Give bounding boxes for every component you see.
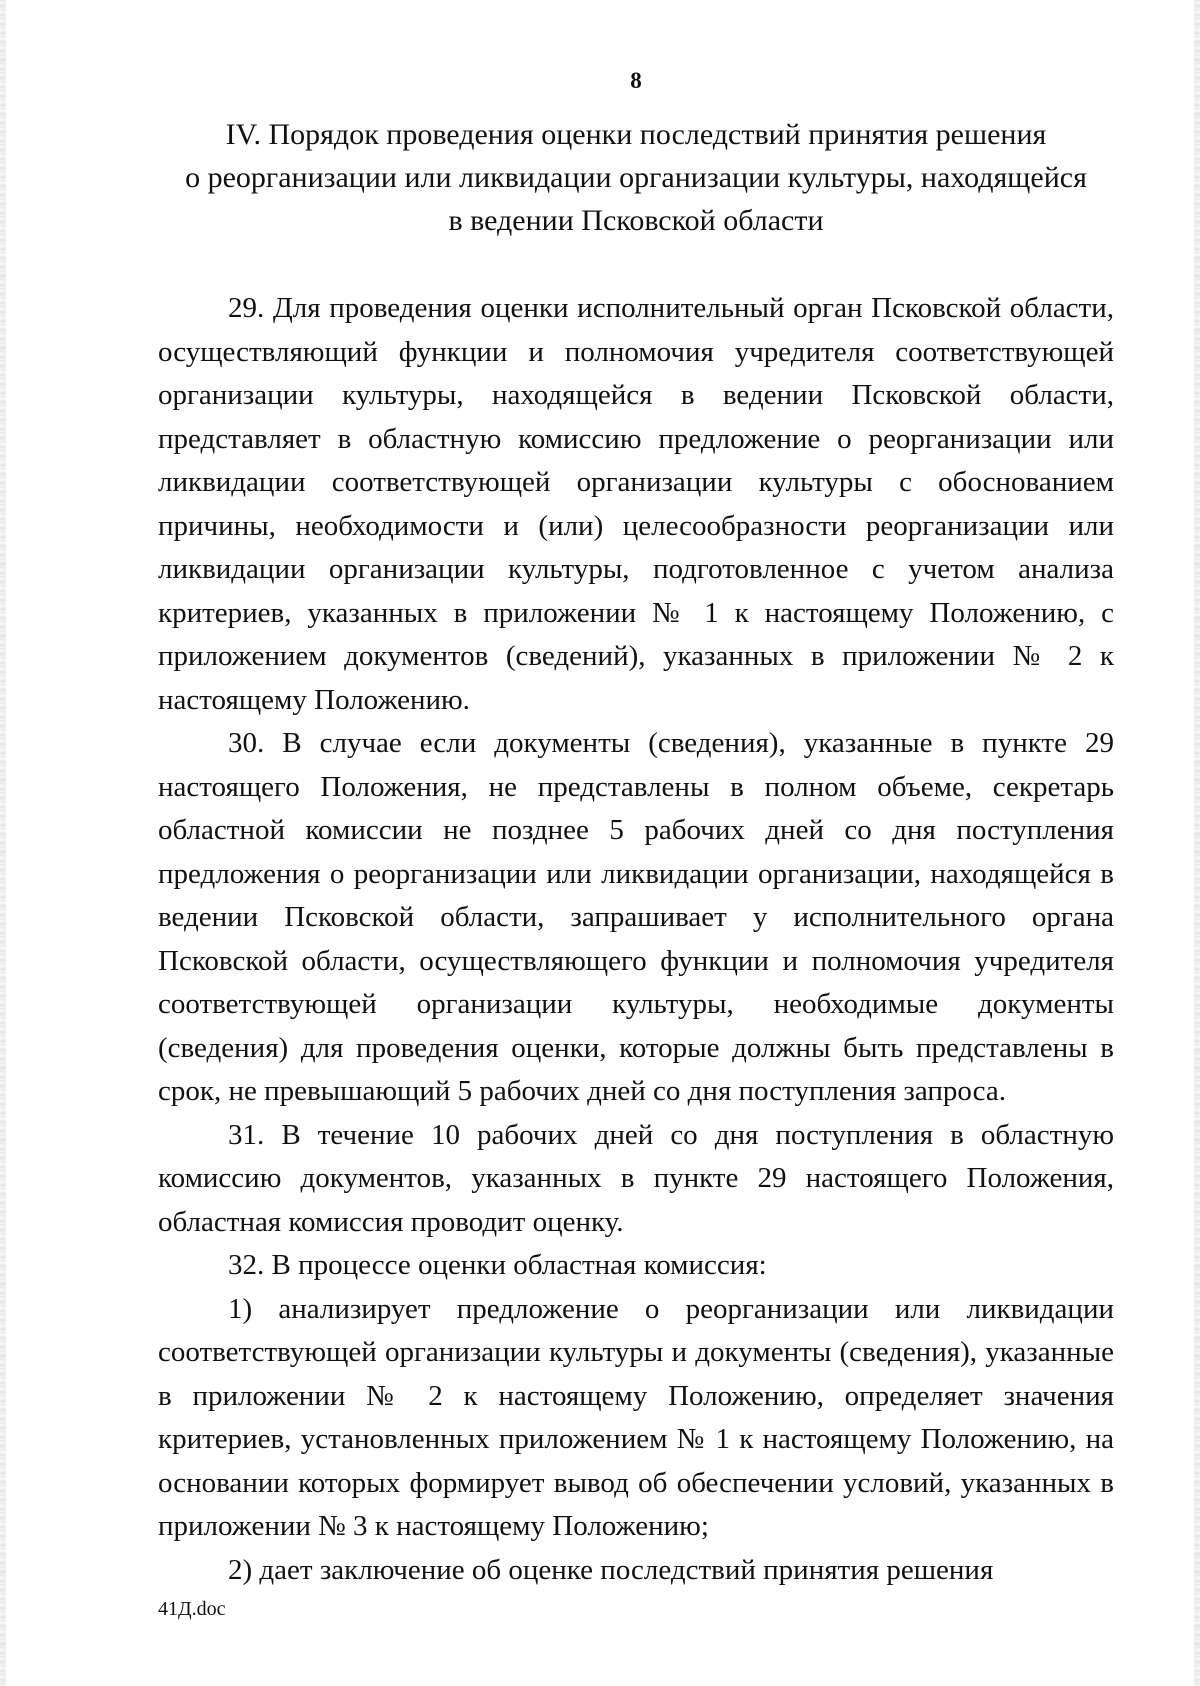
section-heading-line-2: о реорганизации или ликвидации организации культуры, находящейся [185, 161, 1087, 194]
scan-edge-left [0, 0, 6, 1686]
paragraph-32: 32. В процессе оценки областная комиссия: [228, 1249, 767, 1281]
document-body [158, 287, 1114, 1592]
footer-filename: 41Д.doc [158, 1598, 226, 1620]
section-heading [158, 113, 1114, 242]
section-heading-line-1: IV. Порядок проведения оценки последствий принятия решения [225, 118, 1047, 151]
paragraph-32-item-2: 2) дает заключение об оценке последствий принятия решения [228, 1553, 994, 1586]
paragraph-31: 31. В течение 10 рабочих дней со дня поступления в областную комиссию документов, указанных в пункте 29 настоящего Положения, областная комиссия проводит оценку. [158, 1118, 1114, 1238]
paragraph-29: 29. Для проведения оценки исполнительный орган Псковской области, осуществляющий функции и полномочия учредителя соответствующей организации культуры, находящейся в ведении Псковской области, представляет в областную комиссию предложение о реорганизации или ликвидации соответствующей организации культуры с обоснованием причины, необходимости и (или) целесообразности реорганизации или ликвидации организации культуры, подготовленное с учетом анализа критериев, указанных в приложении № 1 к настоящему Положению, с приложением документов (сведений), указанных в приложении № 2 к настоящему Положению. [158, 292, 1114, 716]
page-number: 8 [630, 68, 642, 93]
scan-edge-right [1194, 0, 1200, 1686]
paragraph-32-item-1: 1) анализирует предложение о реорганизации или ликвидации соответствующей организации культуры и документы (сведения), указанные в приложении № 2 к настоящему Положению, определяет значения критериев, установленных приложением № 1 к настоящему Положению, на основании которых формирует вывод об обеспечении условий, указанных в приложении № 3 к настоящему Положению; [158, 1292, 1114, 1542]
paragraph-30: 30. В случае если документы (сведения), указанные в пункте 29 настоящего Положения, не представлены в полном объеме, секретарь областной комиссии не позднее 5 рабочих дней со дня поступления предложения о реорганизации или ликвидации организации, находящейся в ведении Псковской области, запрашивает у исполнительного органа Псковской области, осуществляющего функции и полномочия учредителя соответствующей организации культуры, необходимые документы (сведения) для проведения оценки, которые должны быть представлены в срок, не превышающий 5 рабочих дней со дня поступления запроса. [158, 727, 1114, 1107]
section-heading-line-3: в ведении Псковской области [448, 204, 824, 237]
